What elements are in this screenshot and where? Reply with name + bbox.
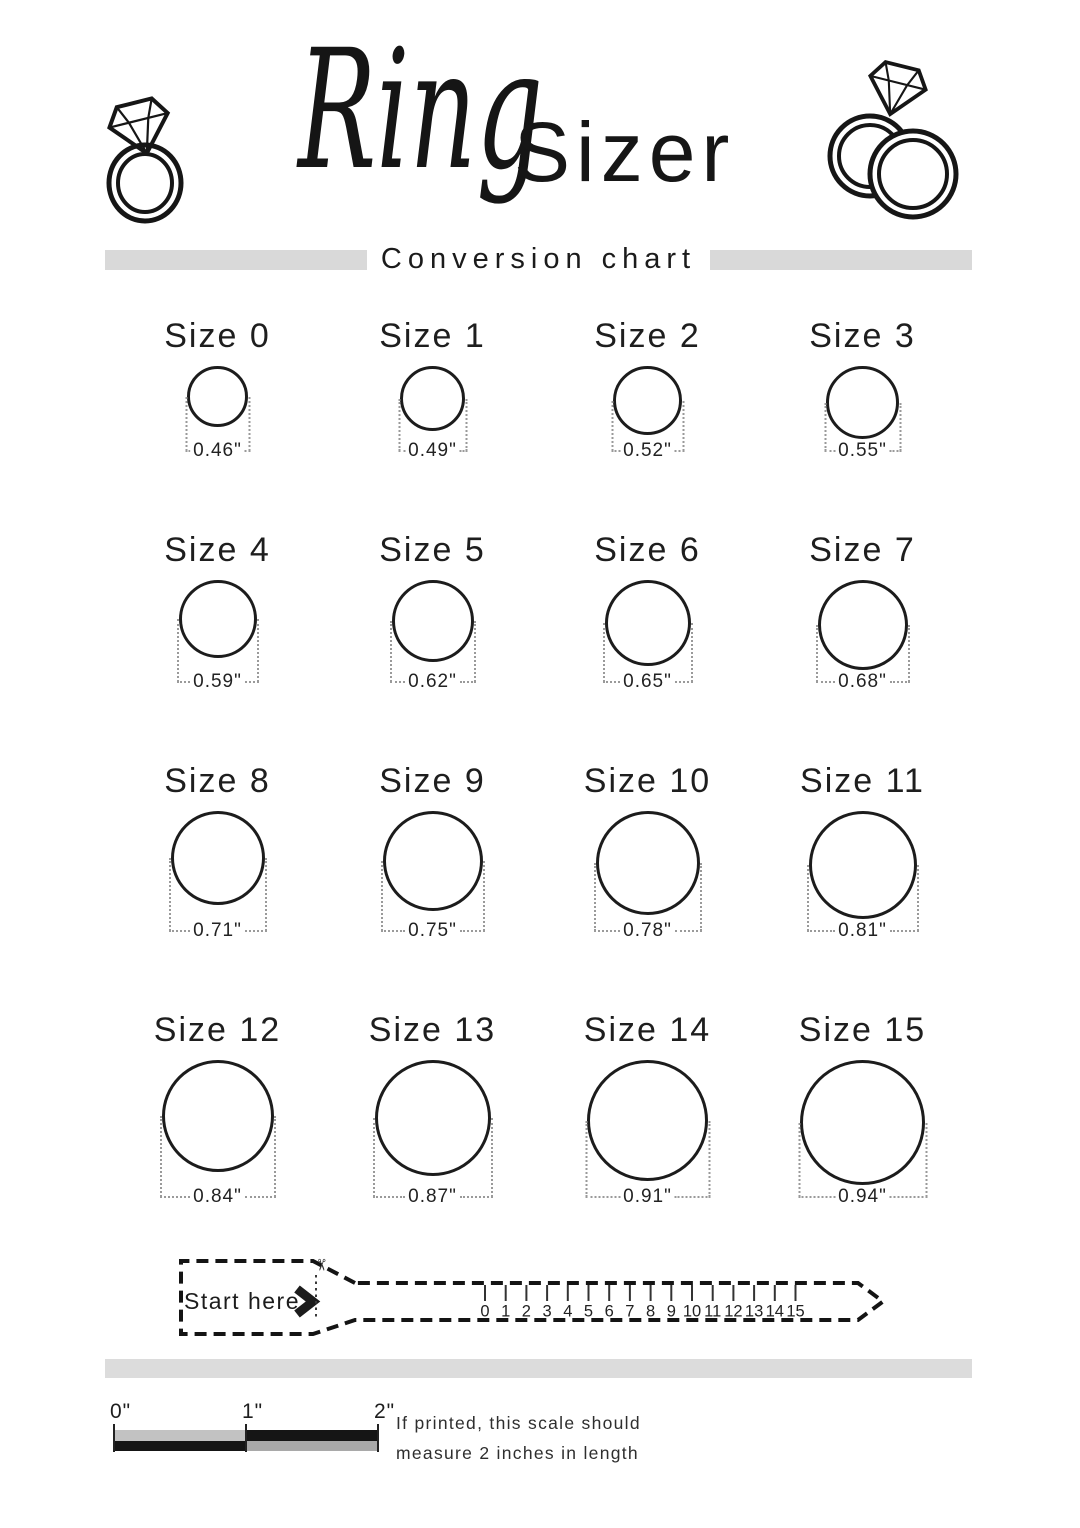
diameter-label: 0.68" <box>838 671 887 692</box>
dim-leader <box>611 450 620 452</box>
circle-area <box>325 580 540 692</box>
diameter-bracket <box>398 399 467 461</box>
dim-leader <box>245 930 267 932</box>
dim-leader <box>245 1196 276 1198</box>
diameter-label: 0.55" <box>838 440 887 461</box>
diameter-label-row <box>816 672 910 692</box>
size-cell <box>325 761 540 941</box>
dim-leader <box>245 681 259 683</box>
diameter-label-row <box>373 1187 493 1207</box>
circle-area <box>110 366 325 461</box>
diameter-label-row <box>603 672 693 692</box>
size-label: Size 5 <box>379 531 486 569</box>
circle-area <box>540 580 755 692</box>
diameter-label-row <box>390 672 476 692</box>
size-cell <box>110 316 325 461</box>
dim-leader <box>381 930 406 932</box>
subtitle-bar-left <box>105 250 367 270</box>
ruler-number: 5 <box>583 1302 594 1321</box>
ruler-number: 6 <box>604 1302 614 1321</box>
dim-leader <box>169 930 191 932</box>
scale-bar-segment <box>113 1430 245 1441</box>
size-cell <box>110 1010 325 1207</box>
ruler-number: 0 <box>480 1302 490 1321</box>
ruler-number: 7 <box>625 1302 635 1321</box>
ruler-number: 3 <box>542 1302 552 1321</box>
dim-leader <box>890 681 910 683</box>
size-label: Size 0 <box>164 317 271 355</box>
diameter-label: 0.49" <box>408 440 457 461</box>
scale-bar-segment <box>245 1430 377 1441</box>
diameter-bracket <box>390 621 476 692</box>
diameter-label-row <box>594 921 702 941</box>
size-label: Size 7 <box>809 531 916 569</box>
diameter-label: 0.62" <box>408 671 457 692</box>
diameter-label: 0.94" <box>838 1186 887 1207</box>
diameter-bracket <box>603 623 693 692</box>
dim-leader <box>460 450 467 452</box>
diameter-label: 0.59" <box>193 671 242 692</box>
dim-leader <box>603 681 621 683</box>
size-row <box>110 1010 970 1207</box>
size-label: Size 9 <box>379 762 486 800</box>
circle-area <box>755 580 970 692</box>
diameter-bracket <box>611 401 684 461</box>
title-main: Sizer <box>514 105 736 199</box>
dim-leader <box>798 1196 835 1198</box>
circle-area <box>755 1060 970 1207</box>
diameter-bracket <box>185 397 250 461</box>
size-cell <box>540 316 755 461</box>
scale-mark-label: 1" <box>242 1400 264 1423</box>
note-line-1: If printed, this scale should <box>396 1413 641 1433</box>
diameter-bracket <box>585 1121 710 1207</box>
diameter-label: 0.84" <box>193 1186 242 1207</box>
subtitle-row <box>105 243 972 276</box>
dim-leader <box>675 450 684 452</box>
diameter-label: 0.71" <box>193 920 242 941</box>
dim-leader <box>398 450 405 452</box>
diameter-label: 0.65" <box>623 671 672 692</box>
size-label: Size 11 <box>800 762 925 800</box>
diameter-label: 0.91" <box>623 1186 672 1207</box>
diameter-bracket <box>381 861 485 941</box>
dim-leader <box>245 450 250 452</box>
print-scale <box>110 1400 396 1456</box>
scale-bar-segment <box>245 1441 377 1451</box>
ruler-number: 9 <box>666 1302 676 1321</box>
diameter-label: 0.78" <box>623 920 672 941</box>
dim-leader <box>160 1196 191 1198</box>
ruler-number: 13 <box>744 1302 764 1321</box>
circle-area <box>540 1060 755 1207</box>
size-label: Size 1 <box>379 317 486 355</box>
circle-area <box>540 811 755 941</box>
dim-leader <box>675 681 693 683</box>
size-cell <box>755 316 970 461</box>
dim-leader <box>373 1196 406 1198</box>
dim-leader <box>824 450 835 452</box>
diameter-bracket <box>798 1123 927 1207</box>
subtitle-bar-right <box>710 250 972 270</box>
scale-mark-label: 0" <box>110 1400 132 1423</box>
circle-area <box>325 366 540 461</box>
size-label: Size 4 <box>164 531 271 569</box>
diameter-bracket <box>177 619 259 692</box>
size-cell <box>755 761 970 941</box>
dim-leader <box>460 930 485 932</box>
dim-leader <box>460 681 476 683</box>
size-row <box>110 316 970 461</box>
dim-leader <box>177 681 191 683</box>
ruler-number: 10 <box>682 1302 702 1321</box>
size-cell <box>540 761 755 941</box>
ruler-number: 1 <box>501 1302 511 1321</box>
size-cell <box>755 1010 970 1207</box>
dim-leader <box>807 930 836 932</box>
interlocked-rings-icon <box>812 58 967 220</box>
size-label: Size 15 <box>798 1011 927 1049</box>
diameter-label: 0.46" <box>193 440 242 461</box>
diamond-ring-icon <box>95 90 195 226</box>
subtitle-text: Conversion chart <box>380 243 697 275</box>
ruler-number: 4 <box>563 1302 573 1321</box>
diameter-bracket <box>824 403 901 461</box>
size-label: Size 2 <box>594 317 701 355</box>
scale-mark-label: 2" <box>374 1400 396 1423</box>
diameter-label-row <box>798 1187 927 1207</box>
diameter-label: 0.75" <box>408 920 457 941</box>
scale-tick <box>377 1424 379 1452</box>
diameter-label-row <box>398 441 467 461</box>
dim-leader <box>675 930 702 932</box>
diameter-label: 0.52" <box>623 440 672 461</box>
size-label: Size 6 <box>594 531 701 569</box>
size-row <box>110 530 970 692</box>
ring-sizer-strip <box>170 1248 900 1348</box>
diameter-bracket <box>373 1118 493 1207</box>
circle-area <box>755 811 970 941</box>
size-cell <box>325 1010 540 1207</box>
size-label: Size 14 <box>583 1011 712 1049</box>
diameter-label-row <box>185 441 250 461</box>
circle-area <box>755 366 970 461</box>
dim-leader <box>594 930 621 932</box>
start-here-label: Start here <box>184 1288 300 1314</box>
ruler-number: 2 <box>521 1302 531 1321</box>
diameter-label-row <box>381 921 485 941</box>
size-label: Size 8 <box>164 762 271 800</box>
size-label: Size 10 <box>583 762 712 800</box>
diameter-bracket <box>169 858 267 941</box>
diameter-bracket <box>816 625 910 692</box>
circle-area <box>110 811 325 941</box>
size-cell <box>325 316 540 461</box>
diameter-bracket <box>160 1116 276 1207</box>
size-grid <box>110 316 970 1276</box>
size-label: Size 3 <box>809 317 916 355</box>
dim-leader <box>460 1196 493 1198</box>
size-row <box>110 761 970 941</box>
dim-leader <box>890 930 919 932</box>
diameter-bracket <box>594 863 702 941</box>
circle-area <box>110 580 325 692</box>
circle-area <box>325 811 540 941</box>
diameter-label-row <box>177 672 259 692</box>
size-label: Size 13 <box>368 1011 497 1049</box>
ruler-number: 12 <box>724 1302 743 1321</box>
dim-leader <box>675 1196 710 1198</box>
note-line-2: measure 2 inches in length <box>396 1443 639 1463</box>
diameter-label: 0.81" <box>838 920 887 941</box>
title-script: Ring <box>298 14 544 206</box>
circle-area <box>540 366 755 461</box>
ruler-number: 15 <box>786 1302 805 1321</box>
diameter-label-row <box>824 441 901 461</box>
diameter-label: 0.87" <box>408 1186 457 1207</box>
circle-area <box>110 1060 325 1207</box>
dim-leader <box>585 1196 620 1198</box>
divider-bar <box>105 1359 972 1378</box>
diameter-bracket <box>807 865 919 941</box>
ruler-number: 11 <box>704 1302 722 1321</box>
scissors-icon: ✂ <box>312 1258 329 1272</box>
scale-tick <box>245 1424 247 1452</box>
dim-leader <box>390 681 406 683</box>
ruler-number: 8 <box>646 1302 656 1321</box>
circle-area <box>325 1060 540 1207</box>
diameter-label-row <box>160 1187 276 1207</box>
size-cell <box>540 530 755 692</box>
diameter-label-row <box>169 921 267 941</box>
size-cell <box>110 530 325 692</box>
scale-tick <box>113 1424 115 1452</box>
size-cell <box>755 530 970 692</box>
size-cell <box>110 761 325 941</box>
dim-leader <box>890 450 901 452</box>
dim-leader <box>816 681 836 683</box>
dim-leader <box>890 1196 927 1198</box>
diameter-label-row <box>611 441 684 461</box>
size-label: Size 12 <box>153 1011 282 1049</box>
size-cell <box>540 1010 755 1207</box>
diameter-label-row <box>585 1187 710 1207</box>
scale-bar-segment <box>113 1441 245 1451</box>
ruler-number: 14 <box>765 1302 784 1321</box>
ruler-ticks <box>480 1285 804 1321</box>
diameter-label-row <box>807 921 919 941</box>
size-cell <box>325 530 540 692</box>
print-note <box>396 1408 641 1468</box>
